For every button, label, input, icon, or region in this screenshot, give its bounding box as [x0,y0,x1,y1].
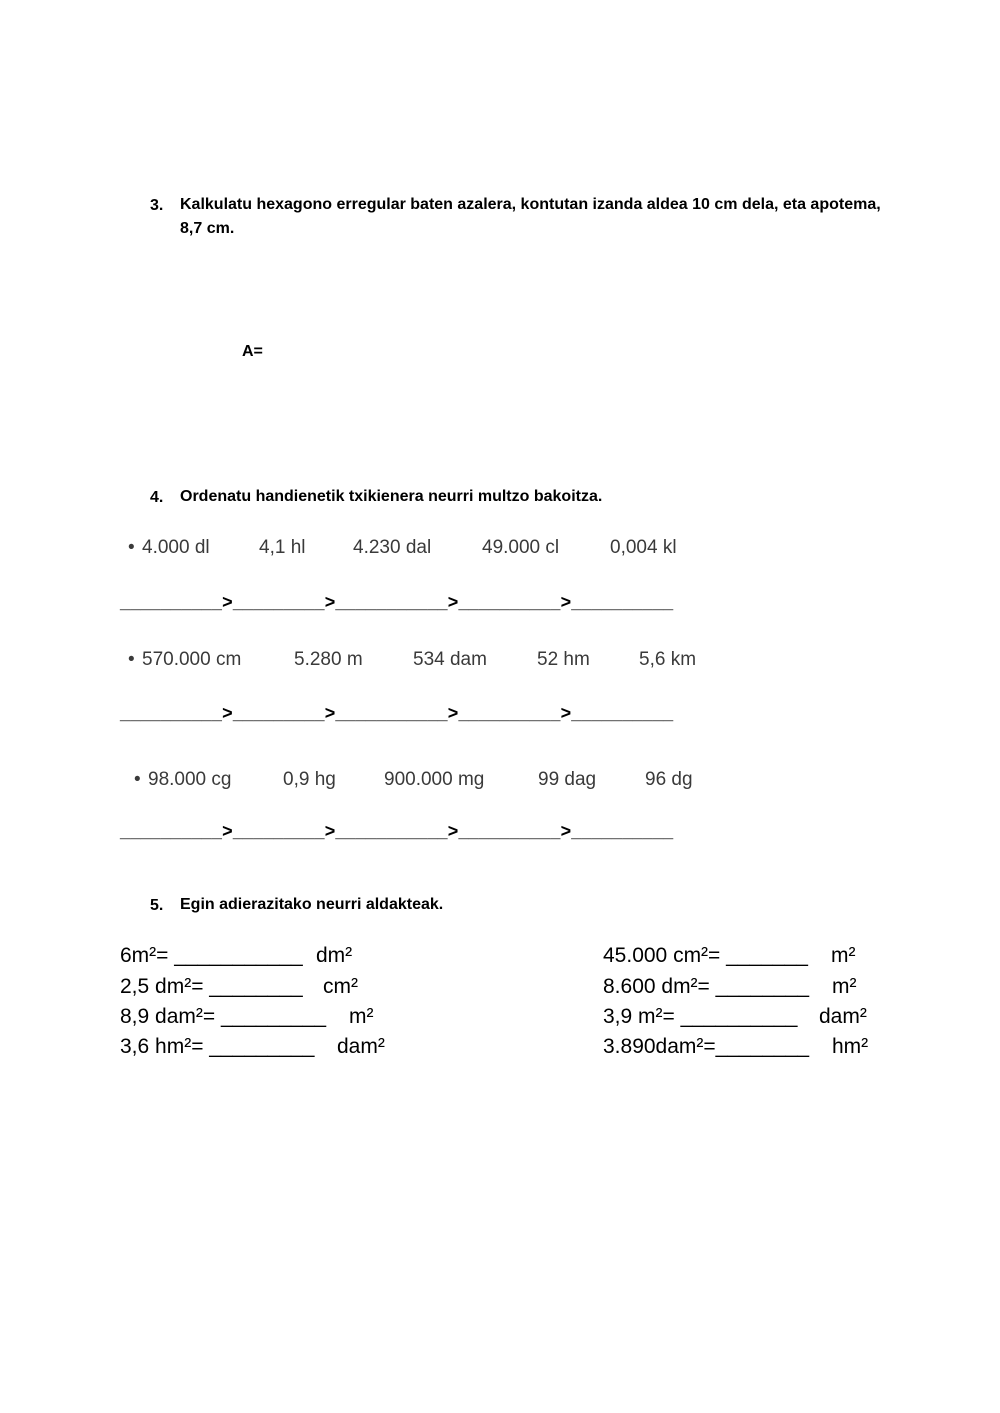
set-1-answer-line[interactable]: __________>_________>___________>__________>__________ [120,592,674,612]
conversion-right-1-unit: m² [831,944,856,967]
conversion-right-4-unit: hm² [832,1035,869,1058]
conversion-right-2-unit: m² [832,975,857,998]
conversion-left-1-unit: dm² [316,944,353,967]
question-4-text: Ordenatu handienetik txikienera neurri multzo bakoitza. [180,488,603,505]
conversion-left-3-unit: m² [349,1005,374,1028]
set-2-item: 570.000 cm [142,649,242,670]
conversion-left-4-unit: dam² [337,1035,385,1058]
set-2-bullet: • [128,649,135,670]
set-2-item: 5.280 m [294,649,363,670]
set-1-item: 4.230 dal [353,537,432,558]
conversion-right-4-expr[interactable]: 3.890dam²=________ [603,1035,810,1058]
set-3-answer-line[interactable]: __________>_________>___________>__________>__________ [120,821,674,841]
set-3-bullet: • [134,769,141,790]
conversion-left-3-expr[interactable]: 8,9 dam²= _________ [120,1005,327,1028]
set-3-item: 98.000 cg [148,769,232,790]
set-3-item: 96 dg [645,769,693,790]
question-4-number: 4. [150,489,164,506]
set-1-item: 4.000 dl [142,537,210,558]
question-3-number: 3. [150,197,164,214]
conversion-right-3-unit: dam² [819,1005,867,1028]
question-5-text: Egin adierazitako neurri aldakteak. [180,896,444,913]
conversion-left-1-expr[interactable]: 6m²= ___________ [120,944,303,967]
set-2-item: 52 hm [537,649,590,670]
conversion-left-2-expr[interactable]: 2,5 dm²= ________ [120,975,303,998]
conversion-left-4-expr[interactable]: 3,6 hm²= _________ [120,1035,315,1058]
question-5-number: 5. [150,897,164,914]
question-3-answer-label: A= [242,343,263,360]
conversion-right-1-expr[interactable]: 45.000 cm²= _______ [603,944,808,967]
conversion-right-3-expr[interactable]: 3,9 m²= __________ [603,1005,798,1028]
set-1-item: 0,004 kl [610,537,677,558]
set-1-bullet: • [128,537,135,558]
set-1-item: 49.000 cl [482,537,560,558]
set-2-answer-line[interactable]: __________>_________>___________>__________>__________ [120,703,674,723]
set-3-item: 900.000 mg [384,769,485,790]
set-1-item: 4,1 hl [259,537,306,558]
set-2-item: 5,6 km [639,649,697,670]
conversion-right-2-expr[interactable]: 8.600 dm²= ________ [603,975,810,998]
question-3-text: Kalkulatu hexagono erregular baten azalera, kontutan izanda aldea 10 cm dela, eta apotema, 8,7 cm. [180,196,881,237]
set-3-item: 0,9 hg [283,769,336,790]
set-3-item: 99 dag [538,769,597,790]
set-2-item: 534 dam [413,649,487,670]
conversion-left-2-unit: cm² [323,975,358,998]
